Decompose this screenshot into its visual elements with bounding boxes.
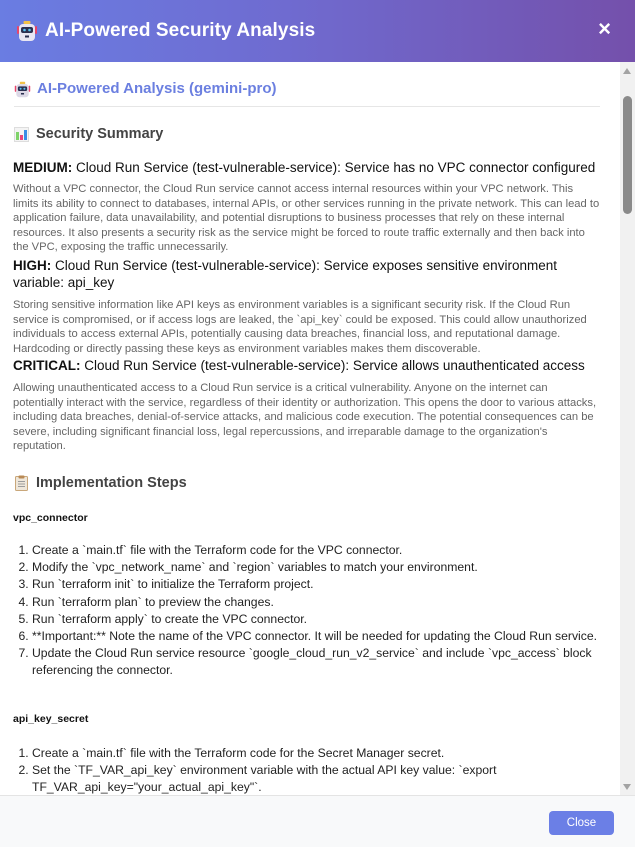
scrollbar-thumb[interactable]	[623, 96, 632, 214]
step-item: 1. Create a `main.tf` file with the Terraform code for the Secret Manager secret.	[32, 745, 620, 762]
robot-icon	[14, 81, 31, 98]
clipboard-icon	[14, 475, 29, 491]
step-group-title: api_key_secret	[13, 713, 89, 725]
step-item: 1. Create a `main.tf` file with the Terraform code for the VPC connector.	[32, 542, 620, 559]
bar-chart-icon	[14, 127, 29, 142]
step-item: 7. Update the Cloud Run service resource `google_cloud_run_v2_service` and include `vpc_access` block referencing the connector.	[32, 645, 620, 679]
modal-body	[0, 62, 620, 795]
analysis-heading	[14, 80, 600, 107]
scroll-down-arrow-icon[interactable]	[623, 784, 631, 790]
step-item: 2. Modify the `vpc_network_name` and `region` variables to match your environment.	[32, 559, 620, 576]
severity-label: CRITICAL:	[13, 358, 81, 373]
step-group-title: vpc_connector	[13, 512, 88, 524]
issue-critical	[13, 357, 598, 374]
step-list	[13, 542, 620, 680]
issue-text: Cloud Run Service (test-vulnerable-service): Service has no VPC connector configured	[72, 160, 596, 175]
analysis-title: AI-Powered Analysis (gemini-pro)	[37, 80, 277, 97]
issue-description: Allowing unauthenticated access to a Cloud Run service is a critical vulnerability. Anyone on the internet can potentially interact with the service, regardless of their identity or authorization. This opens the door to various attacks, including data breaches, denial-of-service attacks, and malicious code execution. The potential consequences can be severe, including significant financial loss, legal repercussions, and irreparable damage to the organization's reputation.	[13, 382, 597, 453]
severity-label: MEDIUM:	[13, 160, 73, 175]
issue-high	[13, 257, 598, 291]
issue-text: Cloud Run Service (test-vulnerable-service): Service allows unauthenticated access	[80, 358, 585, 373]
step-item: 5. Run `terraform apply` to create the VPC connector.	[32, 611, 620, 628]
security-summary-title: Security Summary	[36, 126, 164, 142]
security-summary-heading	[14, 126, 163, 142]
step-item: 4. Run `terraform plan` to preview the changes.	[32, 594, 620, 611]
scroll-up-arrow-icon[interactable]	[623, 68, 631, 74]
step-item: 2. Set the `TF_VAR_api_key` environment variable with the actual API key value: `export TF_VAR_api_key="your_actual_api_key"`.	[32, 762, 620, 795]
step-list	[13, 745, 620, 795]
close-button[interactable]: Close	[549, 811, 614, 835]
robot-icon	[16, 20, 38, 42]
step-item: 6. **Important:** Note the name of the VPC connector. It will be needed for updating the Cloud Run service.	[32, 628, 620, 645]
severity-label: HIGH:	[13, 258, 52, 273]
modal-title: AI-Powered Security Analysis	[45, 20, 316, 41]
issue-description: Without a VPC connector, the Cloud Run service cannot access internal resources within your VPC network. This limits its ability to connect to databases, internal APIs, or other services running in the private network. This can lead to application failure, data unavailability, and potential disruptions to business processes that rely on these internal resources. It also presents a security risk as the service might be forced to route traffic externally and then back into the VPC, exposing the traffic unnecessarily.	[13, 183, 600, 254]
implementation-steps-heading	[14, 475, 187, 491]
issue-medium	[13, 159, 598, 176]
vertical-scrollbar[interactable]	[620, 62, 635, 795]
step-item: 3. Run `terraform init` to initialize the Terraform project.	[32, 576, 620, 593]
issue-description: Storing sensitive information like API keys as environment variables is a significant security risk. If the Cloud Run service is compromised, or if access logs are leaked, the `api_key` could be exposed. This could allow unauthorized individuals to access external APIs, potentially causing data breaches, financial loss, and reputational damage. Hardcoding or directly passing these keys as environment variables makes them discoverable.	[13, 299, 587, 355]
modal-header	[0, 0, 635, 62]
close-icon[interactable]: ×	[598, 16, 611, 41]
implementation-steps-title: Implementation Steps	[36, 475, 187, 491]
modal-footer	[0, 795, 635, 847]
issue-text: Cloud Run Service (test-vulnerable-service): Service exposes sensitive environment variable: api_key	[13, 258, 557, 290]
